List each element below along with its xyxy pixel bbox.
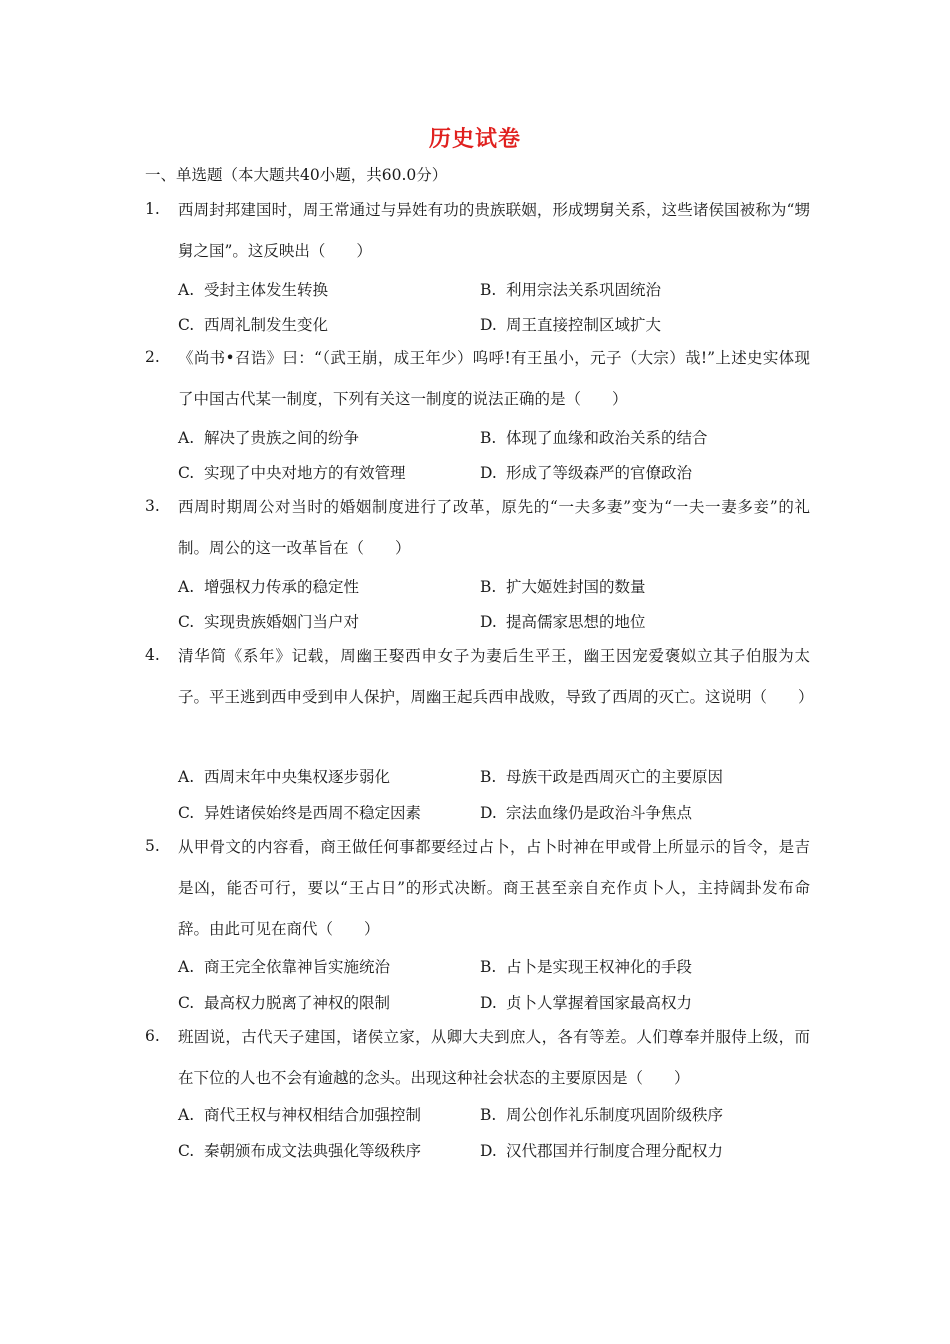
option-letter: D. xyxy=(480,804,497,822)
option-d[interactable] xyxy=(480,991,692,1013)
option-text: 体现了血缘和政治关系的结合 xyxy=(506,429,708,447)
option-d[interactable] xyxy=(480,610,646,632)
option-letter: B. xyxy=(480,281,497,299)
option-letter: D. xyxy=(480,316,497,334)
option-text: 母族干政是西周灭亡的主要原因 xyxy=(506,768,724,786)
option-d[interactable] xyxy=(480,801,692,823)
option-text: 宗法血缘仍是政治斗争焦点 xyxy=(506,804,693,822)
option-c[interactable] xyxy=(178,461,406,483)
option-letter: D. xyxy=(480,994,497,1012)
option-letter: A. xyxy=(178,1106,195,1124)
option-a[interactable] xyxy=(178,278,328,300)
question-stem: 《尚书•召诰》曰：“（武王崩，成王年少）呜呼!有王虽小，元子（大宗）哉!”上述史实体现了中国古代某一制度，下列有关这一制度的说法正确的是（ ） xyxy=(178,349,810,408)
option-letter: B. xyxy=(480,429,497,447)
option-text: 西周末年中央集权逐步弱化 xyxy=(204,768,391,786)
option-a[interactable] xyxy=(178,765,390,787)
option-letter: A. xyxy=(178,281,195,299)
option-letter: C. xyxy=(178,613,195,631)
option-letter: C. xyxy=(178,1142,195,1160)
option-letter: D. xyxy=(480,1142,497,1160)
option-text: 秦朝颁布成文法典强化等级秩序 xyxy=(204,1142,422,1160)
option-letter: D. xyxy=(480,613,497,631)
section-heading: 一、单选题（本大题共40小题，共60.0分） xyxy=(145,166,448,184)
option-letter: A. xyxy=(178,429,195,447)
question-number: 1. xyxy=(145,200,160,218)
option-text: 商王完全依靠神旨实施统治 xyxy=(204,958,391,976)
option-text: 异姓诸侯始终是西周不稳定因素 xyxy=(204,804,422,822)
option-text: 贞卜人掌握着国家最高权力 xyxy=(506,994,693,1012)
option-a[interactable] xyxy=(178,426,359,448)
option-letter: D. xyxy=(480,464,497,482)
option-text: 西周礼制发生变化 xyxy=(204,316,329,334)
option-text: 形成了等级森严的官僚政治 xyxy=(506,464,693,482)
question-number: 4. xyxy=(145,646,160,664)
option-text: 扩大姬姓封国的数量 xyxy=(506,578,646,596)
option-letter: C. xyxy=(178,464,195,482)
option-text: 利用宗法关系巩固统治 xyxy=(506,281,662,299)
question-stem: 清华简《系年》记载，周幽王娶西申女子为妻后生平王，幽王因宠爱褒姒立其子伯服为太子。平王逃到西申受到申人保护，周幽王起兵西申战败，导致了西周的灭亡。这说明（ ） xyxy=(178,647,814,706)
option-c[interactable] xyxy=(178,313,328,335)
option-b[interactable] xyxy=(480,955,692,977)
option-text: 提高儒家思想的地位 xyxy=(506,613,646,631)
option-text: 商代王权与神权相结合加强控制 xyxy=(204,1106,422,1124)
option-letter: C. xyxy=(178,316,195,334)
option-letter: C. xyxy=(178,804,195,822)
option-c[interactable] xyxy=(178,991,390,1013)
question-stem: 从甲骨文的内容看，商王做任何事都要经过占卜，占卜时神在甲或骨上所显示的旨令，是吉是凶，能否可行，要以“王占日”的形式决断。商王甚至亲自充作贞卜人，主持阔卦发布命辞。由此可见在商代（ ） xyxy=(178,838,810,938)
question-number: 6. xyxy=(145,1027,160,1045)
question-number: 5. xyxy=(145,837,160,855)
option-letter: A. xyxy=(178,958,195,976)
option-text: 汉代郡国并行制度合理分配权力 xyxy=(506,1142,724,1160)
option-b[interactable] xyxy=(480,1103,723,1125)
option-b[interactable] xyxy=(480,575,646,597)
question-number: 2. xyxy=(145,348,160,366)
option-text: 周公创作礼乐制度巩固阶级秩序 xyxy=(506,1106,724,1124)
option-text: 最高权力脱离了神权的限制 xyxy=(204,994,391,1012)
page-title: 历史试卷 xyxy=(428,127,521,152)
option-text: 实现贵族婚姻门当户对 xyxy=(204,613,360,631)
option-b[interactable] xyxy=(480,278,661,300)
option-letter: A. xyxy=(178,578,195,596)
option-b[interactable] xyxy=(480,765,723,787)
option-letter: B. xyxy=(480,958,497,976)
option-d[interactable] xyxy=(480,461,692,483)
option-text: 实现了中央对地方的有效管理 xyxy=(204,464,406,482)
option-text: 增强权力传承的稳定性 xyxy=(204,578,360,596)
question-stem: 西周时期周公对当时的婚姻制度进行了改革，原先的“一夫多妻”变为“一夫一妻多妾”的礼制。周公的这一改革旨在（ ） xyxy=(178,498,810,557)
option-b[interactable] xyxy=(480,426,708,448)
option-a[interactable] xyxy=(178,575,359,597)
option-d[interactable] xyxy=(480,313,661,335)
question-stem: 西周封邦建国时，周王常通过与异姓有功的贵族联姻，形成甥舅关系，这些诸侯国被称为“甥舅之国”。这反映出（ ） xyxy=(178,201,810,260)
option-d[interactable] xyxy=(480,1139,723,1161)
option-c[interactable] xyxy=(178,801,421,823)
option-text: 周王直接控制区域扩大 xyxy=(506,316,662,334)
option-text: 受封主体发生转换 xyxy=(204,281,329,299)
option-letter: B. xyxy=(480,768,497,786)
question-stem: 班固说，古代天子建国，诸侯立家，从卿大夫到庶人，各有等差。人们尊奉并服侍上级，而在下位的人也不会有逾越的念头。出现这种社会状态的主要原因是（ ） xyxy=(178,1028,810,1087)
option-a[interactable] xyxy=(178,955,390,977)
option-a[interactable] xyxy=(178,1103,421,1125)
option-text: 占卜是实现王权神化的手段 xyxy=(506,958,693,976)
option-letter: B. xyxy=(480,578,497,596)
question-number: 3. xyxy=(145,497,160,515)
option-letter: B. xyxy=(480,1106,497,1124)
option-text: 解决了贵族之间的纷争 xyxy=(204,429,360,447)
option-c[interactable] xyxy=(178,610,359,632)
option-letter: A. xyxy=(178,768,195,786)
option-c[interactable] xyxy=(178,1139,421,1161)
option-letter: C. xyxy=(178,994,195,1012)
